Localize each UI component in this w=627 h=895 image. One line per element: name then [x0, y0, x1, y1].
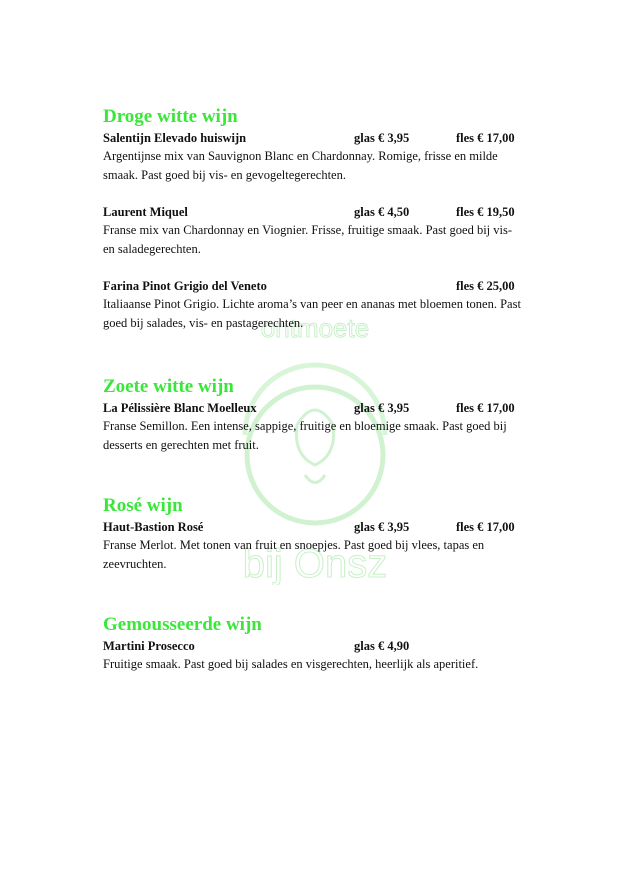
price-bottle: fles € 25,00: [456, 279, 515, 293]
price-bottle: fles € 19,50: [456, 205, 515, 219]
section-rose-wijn: [103, 495, 533, 592]
price-glass: glas € 3,95: [354, 520, 410, 534]
section-title: Rosé wijn: [103, 495, 183, 516]
wine-item: [103, 518, 533, 574]
section-title: Gemousseerde wijn: [103, 614, 262, 635]
wine-name: Salentijn Elevado huiswijn: [103, 131, 247, 145]
section-droge-witte-wijn: [103, 106, 533, 351]
price-bottle: fles € 17,00: [456, 131, 515, 145]
wine-item: [103, 399, 533, 455]
section-zoete-witte-wijn: [103, 376, 533, 473]
wine-name: La Pélissière Blanc Moelleux: [103, 401, 257, 415]
price-glass: glas € 3,95: [354, 401, 410, 415]
wine-name: Laurent Miquel: [103, 205, 188, 219]
wine-description: Argentijnse mix van Sauvignon Blanc en Chardonnay. Romige, frisse en milde smaak. Past goed bij vis- en gevogeltegerechten.: [103, 149, 498, 182]
wine-item: [103, 637, 533, 674]
price-bottle: fles € 17,00: [456, 520, 515, 534]
wine-item: [103, 277, 533, 333]
price-glass: glas € 3,95: [354, 131, 410, 145]
wine-description: Franse Merlot. Met tonen van fruit en snoepjes. Past goed bij vlees, tapas en zeevruchten.: [103, 538, 485, 571]
watermark-bottom-text: bij Onsz: [242, 542, 388, 585]
price-bottle: fles € 17,00: [456, 401, 515, 415]
section-title: Zoete witte wijn: [103, 376, 234, 397]
price-glass: glas € 4,50: [354, 205, 410, 219]
section-gemousseerde-wijn: [103, 614, 533, 692]
wine-description: Franse Semillon. Een intense, sappige, fruitige en bloemige smaak. Past goed bij desserts en gerechten met fruit.: [103, 419, 507, 452]
price-glass: glas € 4,90: [354, 639, 410, 653]
section-title: Droge witte wijn: [103, 106, 238, 127]
wine-description: Italiaanse Pinot Grigio. Lichte aroma’s van peer en ananas met bloemen tonen. Past goed bij salades, vis- en pastagerechten.: [103, 297, 521, 330]
wine-name: Martini Prosecco: [103, 639, 195, 653]
wine-name: Haut-Bastion Rosé: [103, 520, 204, 534]
wine-name: Farina Pinot Grigio del Veneto: [103, 279, 267, 293]
wine-item: [103, 203, 533, 259]
watermark-top-text: ontmoete: [260, 315, 370, 343]
wine-item: [103, 129, 533, 185]
wine-description: Fruitige smaak. Past goed bij salades en visgerechten, heerlijk als aperitief.: [103, 657, 479, 671]
wine-description: Franse mix van Chardonnay en Viognier. Frisse, fruitige smaak. Past goed bij vis- en saladegerechten.: [103, 223, 513, 256]
